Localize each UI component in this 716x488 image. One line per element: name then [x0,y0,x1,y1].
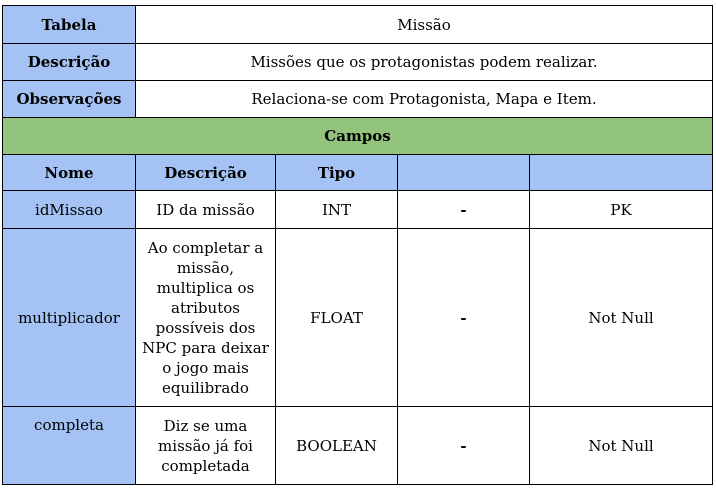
missao-table [2,5,713,485]
table-row [3,407,713,485]
observacoes-label: Observações [3,81,136,118]
descricao-label: Descrição [3,44,136,81]
field-description: Ao completar a missão, multiplica os atributos possíveis dos NPC para deixar o jogo mais equilibrado [136,229,276,407]
table-row [3,191,713,229]
observacoes-value: Relaciona-se com Protagonista, Mapa e Item. [136,81,713,118]
column-header-tipo: Tipo [276,155,398,191]
field-type: FLOAT [276,229,398,407]
campos-row [3,118,713,155]
field-description: Diz se uma missão já foi completada [136,407,276,485]
field-name: completa [3,407,136,485]
column-header-nome: Nome [3,155,136,191]
field-constraint: PK [530,191,713,229]
field-name: idMissao [3,191,136,229]
field-description: ID da missão [136,191,276,229]
column-header-extra [398,155,530,191]
field-type: INT [276,191,398,229]
tabela-value: Missão [136,6,713,44]
descricao-row [3,44,713,81]
field-name: multiplicador [3,229,136,407]
field-extra: - [398,191,530,229]
descricao-value: Missões que os protagonistas podem realizar. [136,44,713,81]
columns-header-row [3,155,713,191]
field-extra: - [398,407,530,485]
tabela-row [3,6,713,44]
campos-title: Campos [3,118,713,155]
field-extra: - [398,229,530,407]
tabela-label: Tabela [3,6,136,44]
column-header-descricao: Descrição [136,155,276,191]
field-constraint: Not Null [530,229,713,407]
observacoes-row [3,81,713,118]
field-type: BOOLEAN [276,407,398,485]
column-header-restricao [530,155,713,191]
table-row [3,229,713,407]
field-constraint: Not Null [530,407,713,485]
